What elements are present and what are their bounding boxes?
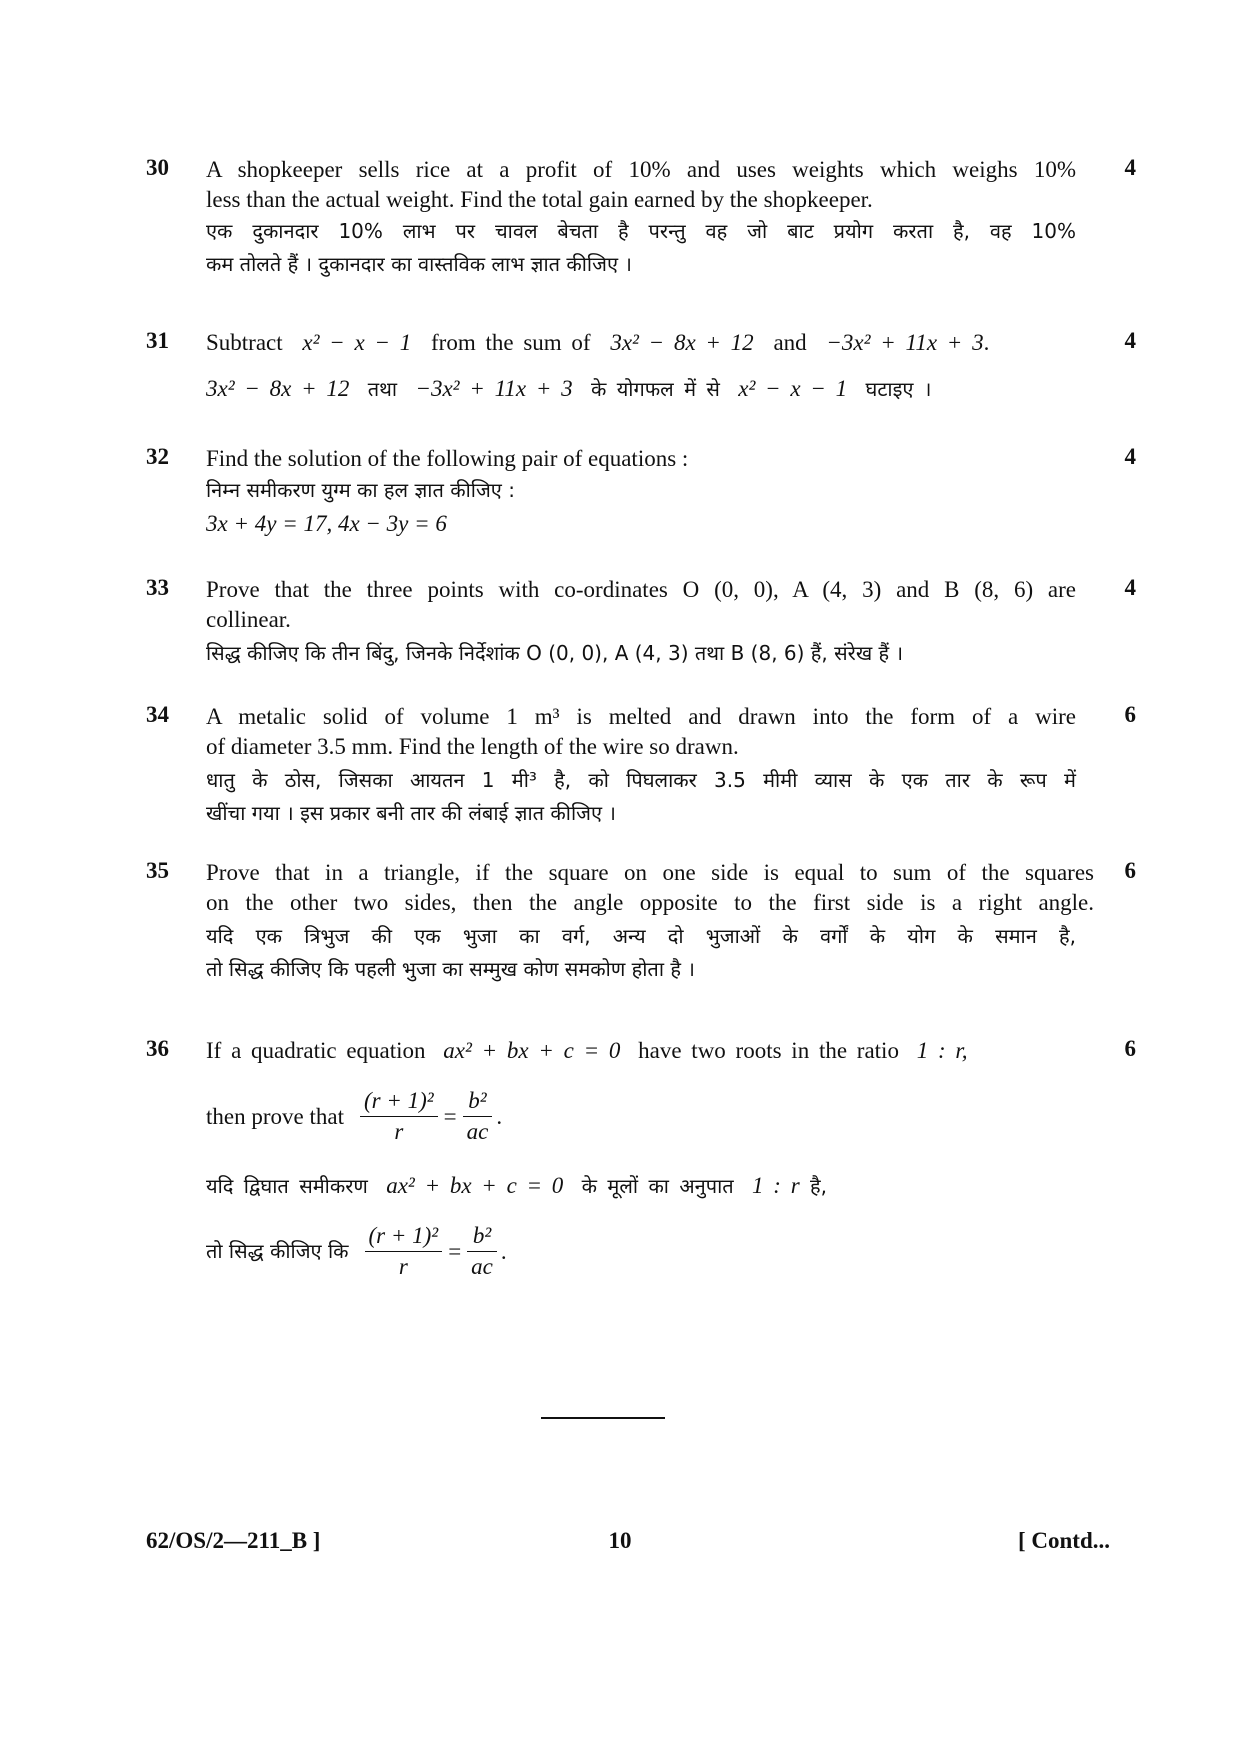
fraction-numerator: (r + 1)² <box>360 1088 438 1117</box>
question-text-en: A metalic solid of volume 1 m³ is melted and drawn into the form of a wire <box>206 704 1076 729</box>
fraction-lhs <box>360 1088 438 1145</box>
math-expression: −3x² + 11x + 3 <box>826 330 984 355</box>
question-number: 35 <box>146 858 169 883</box>
question-number: 33 <box>146 575 169 600</box>
math-expression: 3x + 4y = 17, 4x − 3y = 6 <box>206 511 447 536</box>
fraction-numerator: b² <box>467 1223 497 1252</box>
question-text-en: collinear. <box>206 607 291 632</box>
fraction-rhs <box>467 1223 497 1280</box>
question-marks: 4 <box>1124 444 1136 469</box>
question-text-en: Find the solution of the following pair of equations : <box>206 446 689 471</box>
question-marks: 6 <box>1124 1036 1136 1061</box>
question-text-hi: निम्न समीकरण युग्म का हल ज्ञात कीजिए : <box>206 478 515 502</box>
question-marks: 4 <box>1124 155 1136 180</box>
math-expression: ax² + bx + c = 0 <box>443 1038 621 1063</box>
math-expression: 1 : r, <box>916 1038 968 1063</box>
math-expression: 3x² − 8x + 12 <box>610 330 754 355</box>
page-number: 10 <box>608 1528 632 1553</box>
question-marks: 6 <box>1124 702 1136 727</box>
question-text-hi: सिद्ध कीजिए कि तीन बिंदु, जिनके निर्देशांक O (0, 0), A (4, 3) तथा B (8, 6) हैं, संरेख हैं । <box>206 641 904 665</box>
fraction-denominator: r <box>394 1119 404 1144</box>
question-text-en: from the sum of <box>431 330 591 355</box>
question-text-hi: कम तोलते हैं । दुकानदार का वास्तविक लाभ ज्ञात कीजिए । <box>206 252 632 276</box>
fraction-denominator: ac <box>466 1119 489 1144</box>
question-number: 32 <box>146 444 169 469</box>
question-text-en: . <box>983 330 990 355</box>
question-text-en: have two roots in the ratio <box>638 1038 899 1063</box>
question-text-en: If a quadratic equation <box>206 1038 426 1063</box>
question-marks: 4 <box>1124 575 1136 600</box>
question-marks: 6 <box>1124 858 1136 883</box>
question-text-hi: यदि एक त्रिभुज की एक भुजा का वर्ग, अन्य दो भुजाओं के वर्गों के योग के समान है, <box>206 924 1076 948</box>
question-number: 36 <box>146 1036 169 1061</box>
math-expression: 3x² − 8x + 12 <box>206 376 350 401</box>
question-text-en: then prove that <box>206 1103 344 1129</box>
question-text-en: less than the actual weight. Find the total gain earned by the shopkeeper. <box>206 187 873 212</box>
question-number: 30 <box>146 155 169 180</box>
prove-statement-en: then prove that $\frac{\text{(r + 1)²}}{r}$ = $\frac{\text{b²}}{ac}$ . <box>206 1088 503 1144</box>
fraction-numerator: (r + 1)² <box>365 1223 443 1252</box>
prove-statement-hi: तो सिद्ध कीजिए कि $\frac{\text{(r + 1)²}}{r}$ = $\frac{\text{b²}}{ac}$ . <box>206 1223 507 1279</box>
question-text-hi: तथा <box>367 377 398 401</box>
question-text-hi: एक दुकानदार 10% लाभ पर चावल बेचता है परन्तु वह जो बाट प्रयोग करता है, वह 10% <box>206 219 1076 243</box>
question-text-hi: है, <box>810 1174 827 1198</box>
question-text-hi: के योगफल में से <box>590 377 720 401</box>
fraction-numerator: b² <box>463 1088 493 1117</box>
question-text-en: and <box>773 330 807 355</box>
question-text-en: A shopkeeper sells rice at a profit of 10% and uses weights which weighs 10% <box>206 157 1076 182</box>
math-expression: x² − x − 1 <box>738 376 848 401</box>
question-text-hi: खींचा गया । इस प्रकार बनी तार की लंबाई ज्ञात कीजिए । <box>206 801 616 825</box>
question-number: 34 <box>146 702 169 727</box>
fraction-lhs <box>365 1223 443 1280</box>
question-number: 31 <box>146 328 169 353</box>
fraction-rhs <box>463 1088 493 1145</box>
math-expression: 1 : r <box>752 1173 800 1198</box>
question-text-hi: यदि द्विघात समीकरण <box>206 1174 368 1198</box>
question-text-hi: के मूलों का अनुपात <box>581 1174 734 1198</box>
question-text-hi: तो सिद्ध कीजिए कि <box>206 1239 349 1263</box>
question-text-en: Prove that the three points with co-ordinates O (0, 0), A (4, 3) and B (8, 6) are <box>206 577 1076 602</box>
question-text-en: of diameter 3.5 mm. Find the length of the wire so drawn. <box>206 734 739 759</box>
continued-label: [ Contd... <box>1017 1528 1110 1553</box>
question-text-hi: धातु के ठोस, जिसका आयतन 1 मी³ है, को पिघलाकर 3.5 मीमी व्यास के एक तार के रूप में <box>206 768 1076 792</box>
question-text-en: Subtract <box>206 330 283 355</box>
math-expression: −3x² + 11x + 3 <box>415 376 573 401</box>
math-expression: x² − x − 1 <box>302 330 412 355</box>
question-text-en: Prove that in a triangle, if the square on one side is equal to sum of the squares <box>206 860 1094 885</box>
end-divider <box>541 1417 665 1419</box>
math-expression: ax² + bx + c = 0 <box>386 1173 564 1198</box>
question-marks: 4 <box>1124 328 1136 353</box>
fraction-denominator: r <box>398 1254 408 1279</box>
question-text-hi: तो सिद्ध कीजिए कि पहली भुजा का सम्मुख कोण समकोण होता है । <box>206 957 695 981</box>
question-text-en: on the other two sides, then the angle opposite to the first side is a right angle. <box>206 890 1094 915</box>
paper-code: 62/OS/2—211_B ] <box>146 1528 321 1553</box>
fraction-denominator: ac <box>471 1254 493 1279</box>
question-text-hi: घटाइए । <box>865 377 932 401</box>
